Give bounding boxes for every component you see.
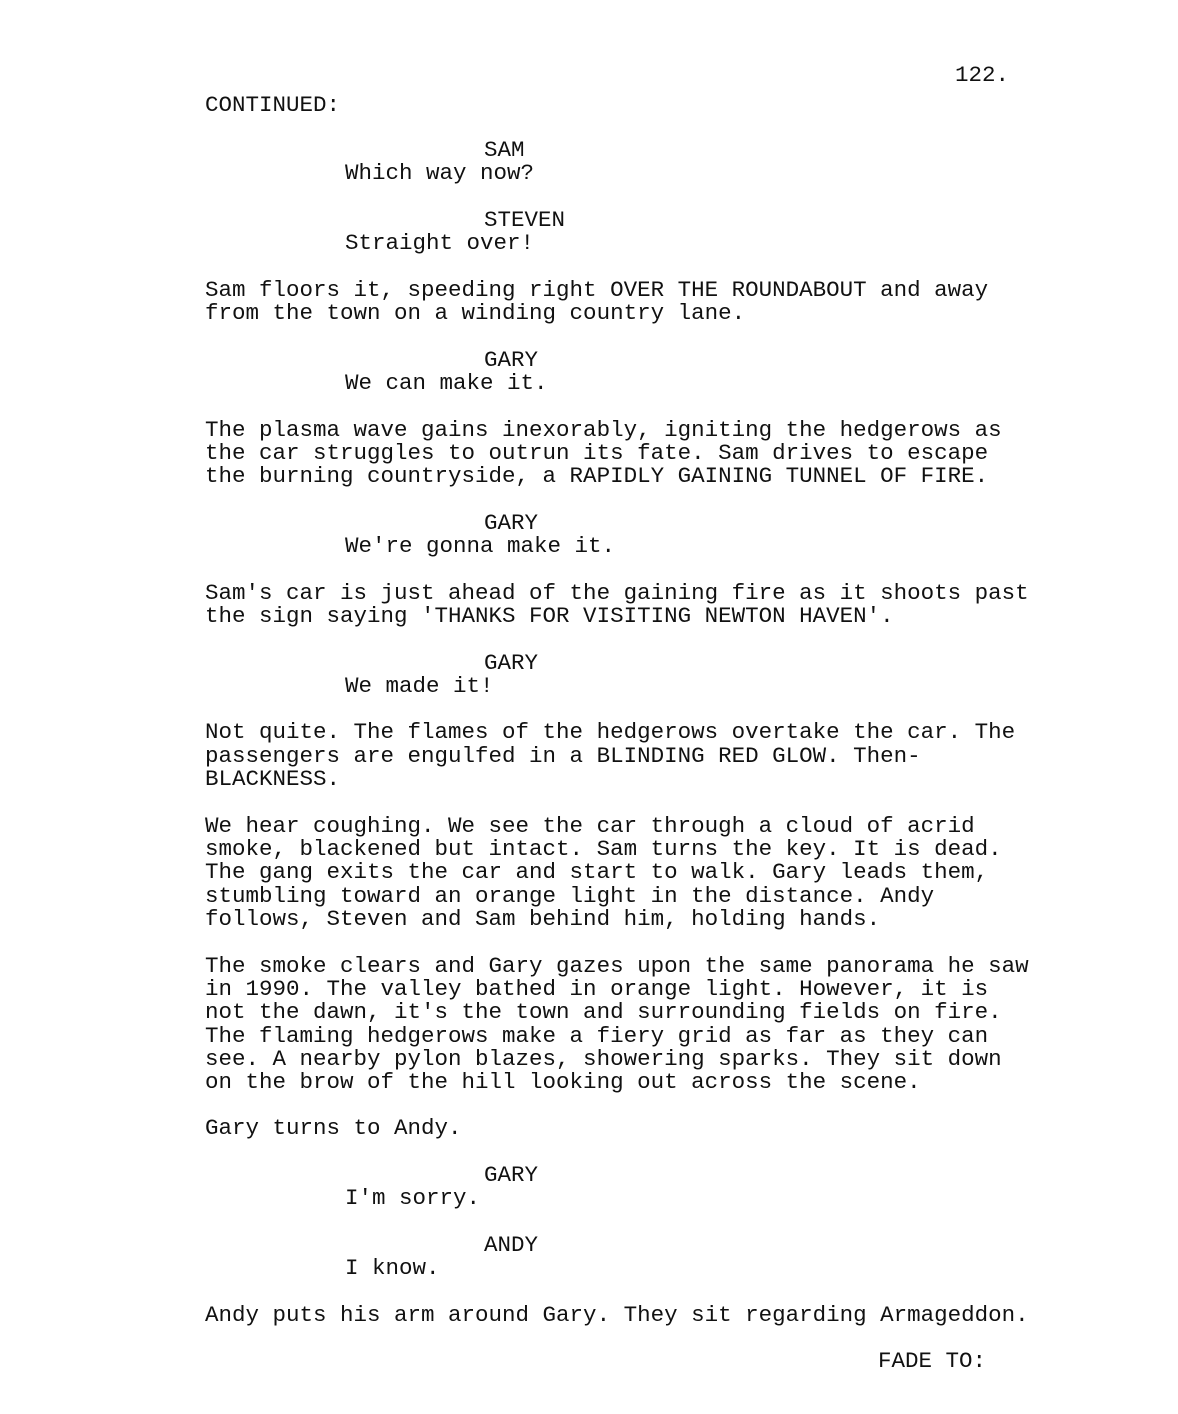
dialogue-line: I know. [345, 1255, 440, 1281]
action-line: Andy puts his arm around Gary. They sit regarding Armageddon. [205, 1302, 1029, 1328]
action-line: the burning countryside, a RAPIDLY GAINING TUNNEL OF FIRE. [205, 463, 989, 489]
action-line: Gary turns to Andy. [205, 1115, 462, 1141]
action-line: The gang exits the car and start to walk. Gary leads them, [205, 859, 989, 885]
transition: FADE TO: [878, 1348, 987, 1374]
character-cue: GARY [484, 347, 539, 373]
action-line: The plasma wave gains inexorably, igniting the hedgerows as [205, 417, 1002, 443]
action-line: the sign saying 'THANKS FOR VISITING NEWTON HAVEN'. [205, 603, 894, 629]
dialogue-line: We're gonna make it. [345, 533, 616, 559]
character-cue: GARY [484, 510, 539, 536]
action-line: the car struggles to outrun its fate. Sam drives to escape [205, 440, 989, 466]
action-line: from the town on a winding country lane. [205, 300, 746, 326]
action-line: The flaming hedgerows make a fiery grid as far as they can [205, 1023, 989, 1049]
action-line: Not quite. The flames of the hedgerows overtake the car. The [205, 719, 1016, 745]
dialogue-line: We can make it. [345, 370, 548, 396]
character-cue: GARY [484, 650, 539, 676]
dialogue-line: I'm sorry. [345, 1185, 481, 1211]
character-cue: GARY [484, 1162, 539, 1188]
page-number: 122. [955, 62, 1010, 88]
action-line: stumbling toward an orange light in the distance. Andy [205, 883, 935, 909]
action-line: We hear coughing. We see the car through a cloud of acrid [205, 813, 975, 839]
dialogue-line: Which way now? [345, 160, 535, 186]
action-line: follows, Steven and Sam behind him, holding hands. [205, 906, 881, 932]
action-line: smoke, blackened but intact. Sam turns the key. It is dead. [205, 836, 1002, 862]
continued-label: CONTINUED: [205, 92, 341, 118]
character-cue: ANDY [484, 1232, 539, 1258]
action-line: see. A nearby pylon blazes, showering sparks. They sit down [205, 1046, 1002, 1072]
character-cue: STEVEN [484, 207, 566, 233]
action-line: not the dawn, it's the town and surrounding fields on fire. [205, 999, 1002, 1025]
action-line: The smoke clears and Gary gazes upon the same panorama he saw [205, 953, 1029, 979]
action-line: in 1990. The valley bathed in orange light. However, it is [205, 976, 989, 1002]
dialogue-line: Straight over! [345, 230, 535, 256]
action-line: Sam floors it, speeding right OVER THE ROUNDABOUT and away [205, 277, 989, 303]
dialogue-line: We made it! [345, 673, 494, 699]
action-line: Sam's car is just ahead of the gaining fire as it shoots past [205, 580, 1029, 606]
action-line: on the brow of the hill looking out across the scene. [205, 1069, 921, 1095]
action-line: passengers are engulfed in a BLINDING RED GLOW. Then- [205, 743, 921, 769]
action-line: BLACKNESS. [205, 766, 341, 792]
character-cue: SAM [484, 137, 525, 163]
